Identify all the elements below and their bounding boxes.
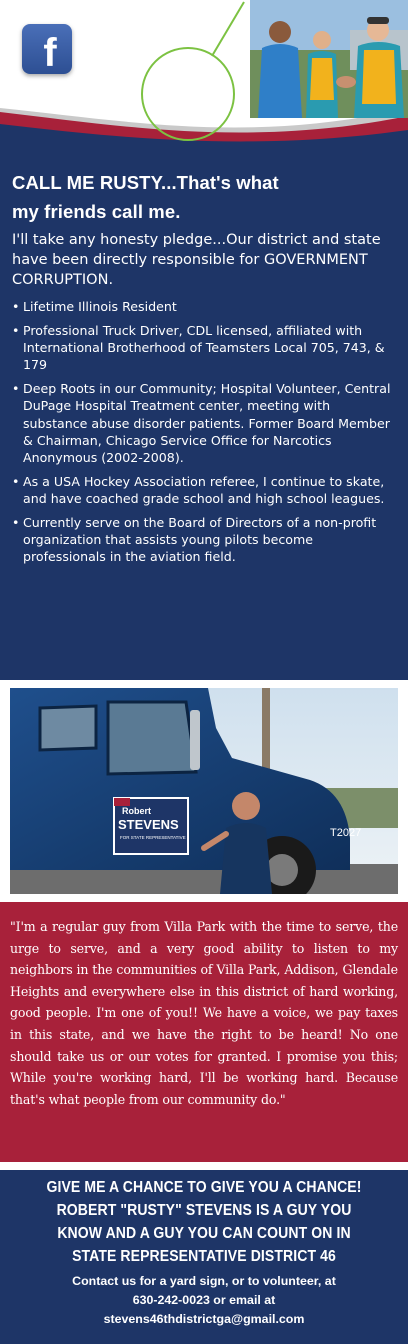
- list-item-text: Currently serve on the Board of Directors of a non-profit organization that assists young pilots become professionals in the aviation field.: [23, 515, 377, 565]
- truck-photo-frame: [0, 680, 408, 902]
- bullet: •: [12, 323, 20, 339]
- list-item: [12, 322, 396, 373]
- contact-email-link[interactable]: stevens46thdistrictga@gmail.com: [103, 1312, 305, 1326]
- bio-title-line2: my friends call me.: [12, 201, 181, 222]
- slogan-line2: ROBERT "RUSTY" STEVENS IS A GUY YOU: [56, 1202, 352, 1219]
- bullet: •: [12, 381, 20, 397]
- bio-title-line1: CALL ME RUSTY...That's what: [12, 172, 279, 193]
- bullet: •: [12, 515, 20, 531]
- slogan: [20, 1176, 387, 1268]
- sign-name-line2: STEVENS: [118, 817, 179, 832]
- slogan-line3: KNOW AND A GUY YOU CAN COUNT ON IN: [57, 1225, 351, 1242]
- bio-panel: [0, 160, 408, 680]
- list-item-text: Professional Truck Driver, CDL licensed, affiliated with International Brotherhood of Teamsters Local 705, 743, & 179: [23, 323, 385, 373]
- list-item-text: As a USA Hockey Association referee, I continue to skate, and have coached grade school and high school leagues.: [23, 473, 385, 506]
- list-item: [12, 298, 396, 315]
- truck-photo: [10, 688, 398, 894]
- list-item: [12, 514, 396, 565]
- sign-subtitle: FOR STATE REPRESENTATIVE: [120, 835, 186, 840]
- list-item: [12, 380, 396, 465]
- divider: [0, 1162, 408, 1170]
- footer: [0, 1170, 408, 1344]
- contact-line1: Contact us for a yard sign, or to volunteer, at: [72, 1274, 336, 1288]
- bio-list: [12, 298, 396, 565]
- contact-phone[interactable]: 630-242-0023 or email at: [132, 1293, 276, 1307]
- list-item-text: Lifetime Illinois Resident: [23, 299, 177, 314]
- slogan-line4: STATE REPRESENTATIVE DISTRICT 46: [72, 1248, 336, 1265]
- sign-name-line1: Robert: [122, 806, 151, 816]
- quote-panel: [0, 902, 408, 1162]
- facebook-button[interactable]: [22, 24, 72, 74]
- slogan-line1: GIVE ME A CHANCE TO GIVE YOU A CHANCE!: [46, 1179, 362, 1196]
- bullet: •: [12, 299, 20, 314]
- bio-intro: I'll take any honesty pledge...Our district and state have been directly responsible for GOVERNMENT CORRUPTION.: [12, 232, 381, 288]
- list-item: [12, 473, 396, 507]
- contact-info: [0, 1272, 408, 1329]
- bio-title: [12, 168, 396, 226]
- facebook-icon: f: [43, 31, 57, 75]
- header: [0, 0, 408, 160]
- candidate-quote: "I'm a regular guy from Villa Park with the time to serve, the urge to serve, and a very good ability to listen to my neighbors in the communities of Villa Park, Addison, Glendale Heights and everywhere else in this district of hard working, good people. I'm one of you!! We have a voice, we pay taxes in this state, and we have the right to be heard! No one should take us or our votes for granted. I promise you this; While you're working hard, I'll be working hard. Because that's what people from our community do.": [10, 919, 398, 1107]
- list-item-text: Deep Roots in our Community; Hospital Volunteer, Central DuPage Hospital Treatment center, meeting with substance abuse disorder patients. Former Board Member & Chairman, Chicago Service Office for Narcotics Anonymous (2002-2008).: [23, 381, 391, 465]
- bullet: •: [12, 473, 20, 489]
- truck-number: T2027: [330, 827, 362, 839]
